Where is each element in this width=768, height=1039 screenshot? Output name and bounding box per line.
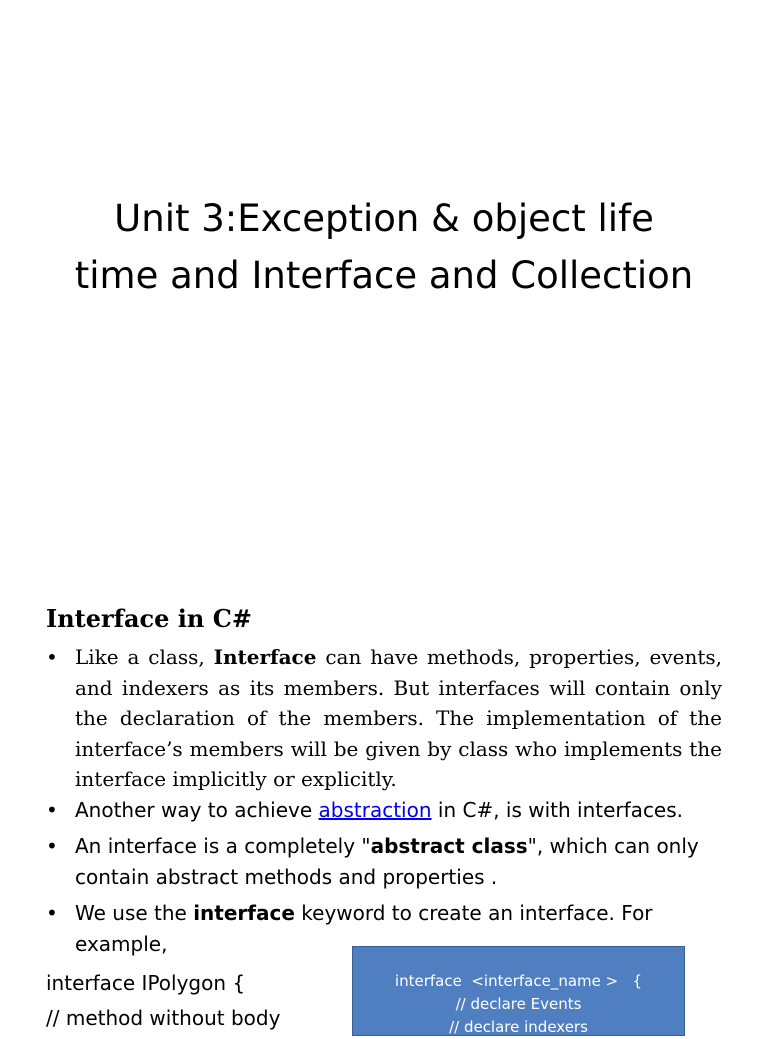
syntax-line-1: interface <interface_name > { <box>394 972 643 990</box>
syntax-line-2: // declare Events <box>455 995 582 1013</box>
slide-heading: Interface in C# <box>46 604 252 633</box>
bullet4-bold: interface <box>193 901 295 925</box>
title-line-2: time and Interface and Collection <box>74 254 694 297</box>
bullet-dot-icon: • <box>46 834 58 858</box>
bullet3-text-post: ", which can only contain abstract methods and properties . <box>75 834 699 889</box>
slide-title <box>40 190 728 304</box>
code-line-1: interface IPolygon { <box>46 971 246 995</box>
syntax-line-3: // declare indexers <box>449 1018 588 1036</box>
bullet-list <box>46 642 722 960</box>
bullet-item-3 <box>46 831 722 898</box>
bullet1-text-pre: Like a class, <box>75 645 214 669</box>
bullet4-text-pre: We use the <box>75 901 194 925</box>
bullet-item-1 <box>46 642 722 795</box>
bullet1-text-post: can have methods, properties, events, and indexers as its members. But interfaces will contain only the declaration of the members. The implementation of the interface’s members will be given by class who implements the interface implicitly or explicitly. <box>75 645 722 791</box>
bullet3-text-pre: An interface is a completely " <box>75 834 371 858</box>
bullet2-text-pre: Another way to achieve <box>75 798 319 822</box>
bullet4-text-post: keyword to create an interface. For example, <box>75 901 653 956</box>
code-line-2: // method without body <box>46 1006 281 1030</box>
bullet-dot-icon: • <box>46 645 58 669</box>
bullet-dot-icon: • <box>46 798 58 822</box>
bullet2-text-post: in C#, is with interfaces. <box>431 798 684 822</box>
title-line-1: Unit 3:Exception & object life <box>114 197 654 240</box>
interface-slide <box>0 576 768 1036</box>
bullet-dot-icon: • <box>46 901 58 925</box>
bullet1-bold: Interface <box>213 645 317 669</box>
bullet3-bold: abstract class <box>370 834 528 858</box>
abstraction-link[interactable]: abstraction <box>318 798 432 822</box>
syntax-box <box>352 946 685 1036</box>
bullet-item-2 <box>46 795 722 831</box>
